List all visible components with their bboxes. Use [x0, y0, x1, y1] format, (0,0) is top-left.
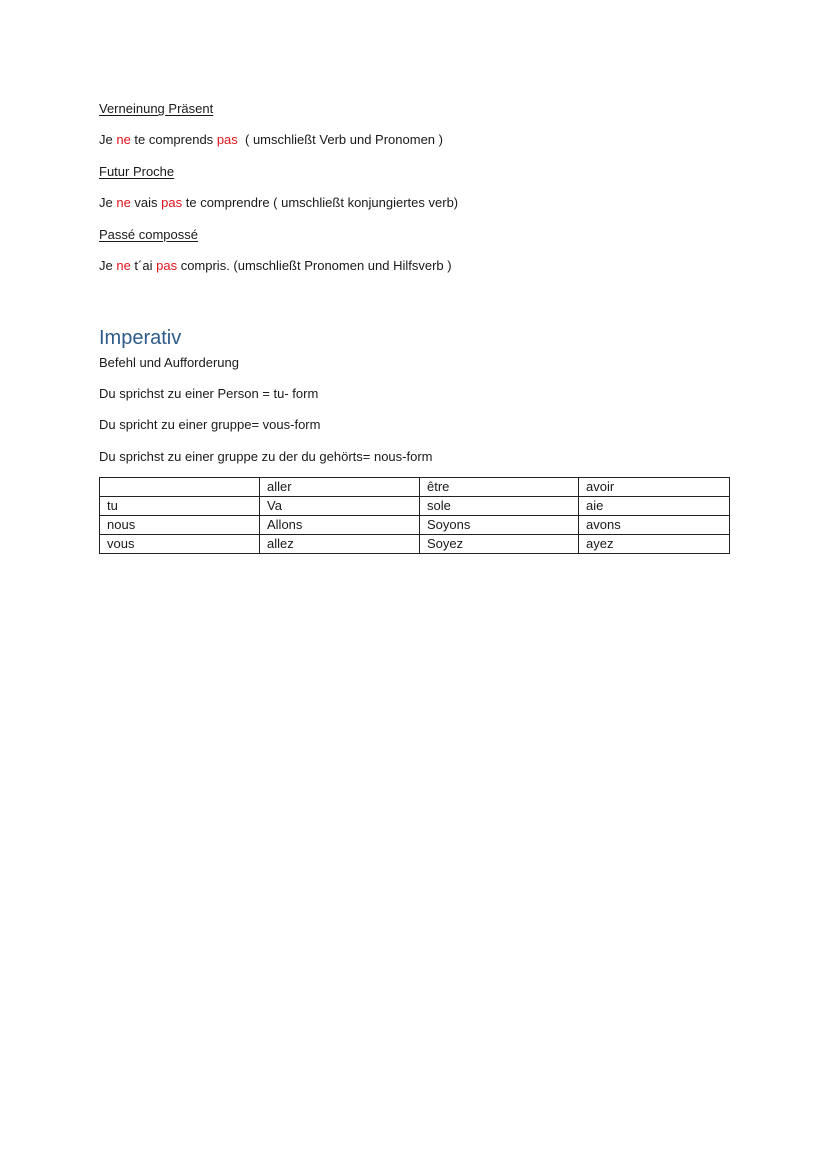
- negation-ne: ne: [116, 258, 131, 273]
- heading-verneinung-praesent: Verneinung Präsent: [99, 101, 214, 116]
- table-cell: tu: [100, 497, 260, 516]
- table-cell: Soyons: [420, 516, 579, 535]
- heading-passe-compose: Passé compossé: [99, 227, 198, 242]
- example-futur-proche: [99, 195, 458, 211]
- table-header-cell: [100, 478, 260, 497]
- table-cell: allez: [260, 535, 420, 554]
- table-cell: ayez: [579, 535, 730, 554]
- example-text: vais: [130, 195, 162, 210]
- table-cell: Va: [260, 497, 420, 516]
- negation-ne: ne: [116, 132, 131, 147]
- example-text: Je: [99, 195, 117, 210]
- example-passe-compose: [99, 258, 452, 274]
- imperativ-conjugation-table: [99, 477, 730, 554]
- table-cell: vous: [100, 535, 260, 554]
- table-header-cell: être: [420, 478, 579, 497]
- imperativ-line-tu: Du sprichst zu einer Person = tu- form: [99, 386, 319, 401]
- table-header-cell: avoir: [579, 478, 730, 497]
- example-text: te comprends: [130, 132, 217, 147]
- negation-ne: ne: [116, 195, 131, 210]
- table-cell: sole: [420, 497, 579, 516]
- section-title-imperativ: Imperativ: [99, 327, 182, 349]
- negation-pas: pas: [216, 132, 238, 147]
- table-cell: avons: [579, 516, 730, 535]
- example-text: Je: [99, 258, 117, 273]
- table-row: [100, 497, 730, 516]
- negation-pas: pas: [161, 195, 183, 210]
- table-cell: Allons: [260, 516, 420, 535]
- example-verneinung-praesent: [99, 132, 443, 148]
- table-header-cell: aller: [260, 478, 420, 497]
- negation-pas: pas: [156, 258, 178, 273]
- table-header-row: [100, 478, 730, 497]
- table-cell: nous: [100, 516, 260, 535]
- table-row: [100, 516, 730, 535]
- imperativ-line-nous: Du sprichst zu einer gruppe zu der du gehörts= nous-form: [99, 449, 433, 464]
- example-text: ( umschließt Verb und Pronomen ): [237, 132, 443, 147]
- table-cell: Soyez: [420, 535, 579, 554]
- example-text: Je: [99, 132, 117, 147]
- example-text: t´ai: [130, 258, 157, 273]
- heading-futur-proche: Futur Proche: [99, 164, 175, 179]
- table-cell: aie: [579, 497, 730, 516]
- example-text: te comprendre ( umschließt konjungiertes verb): [182, 195, 459, 210]
- imperativ-subtitle: Befehl und Aufforderung: [99, 355, 239, 370]
- imperativ-line-vous: Du spricht zu einer gruppe= vous-form: [99, 417, 321, 432]
- table-row: [100, 535, 730, 554]
- example-text: compris. (umschließt Pronomen und Hilfsverb ): [177, 258, 452, 273]
